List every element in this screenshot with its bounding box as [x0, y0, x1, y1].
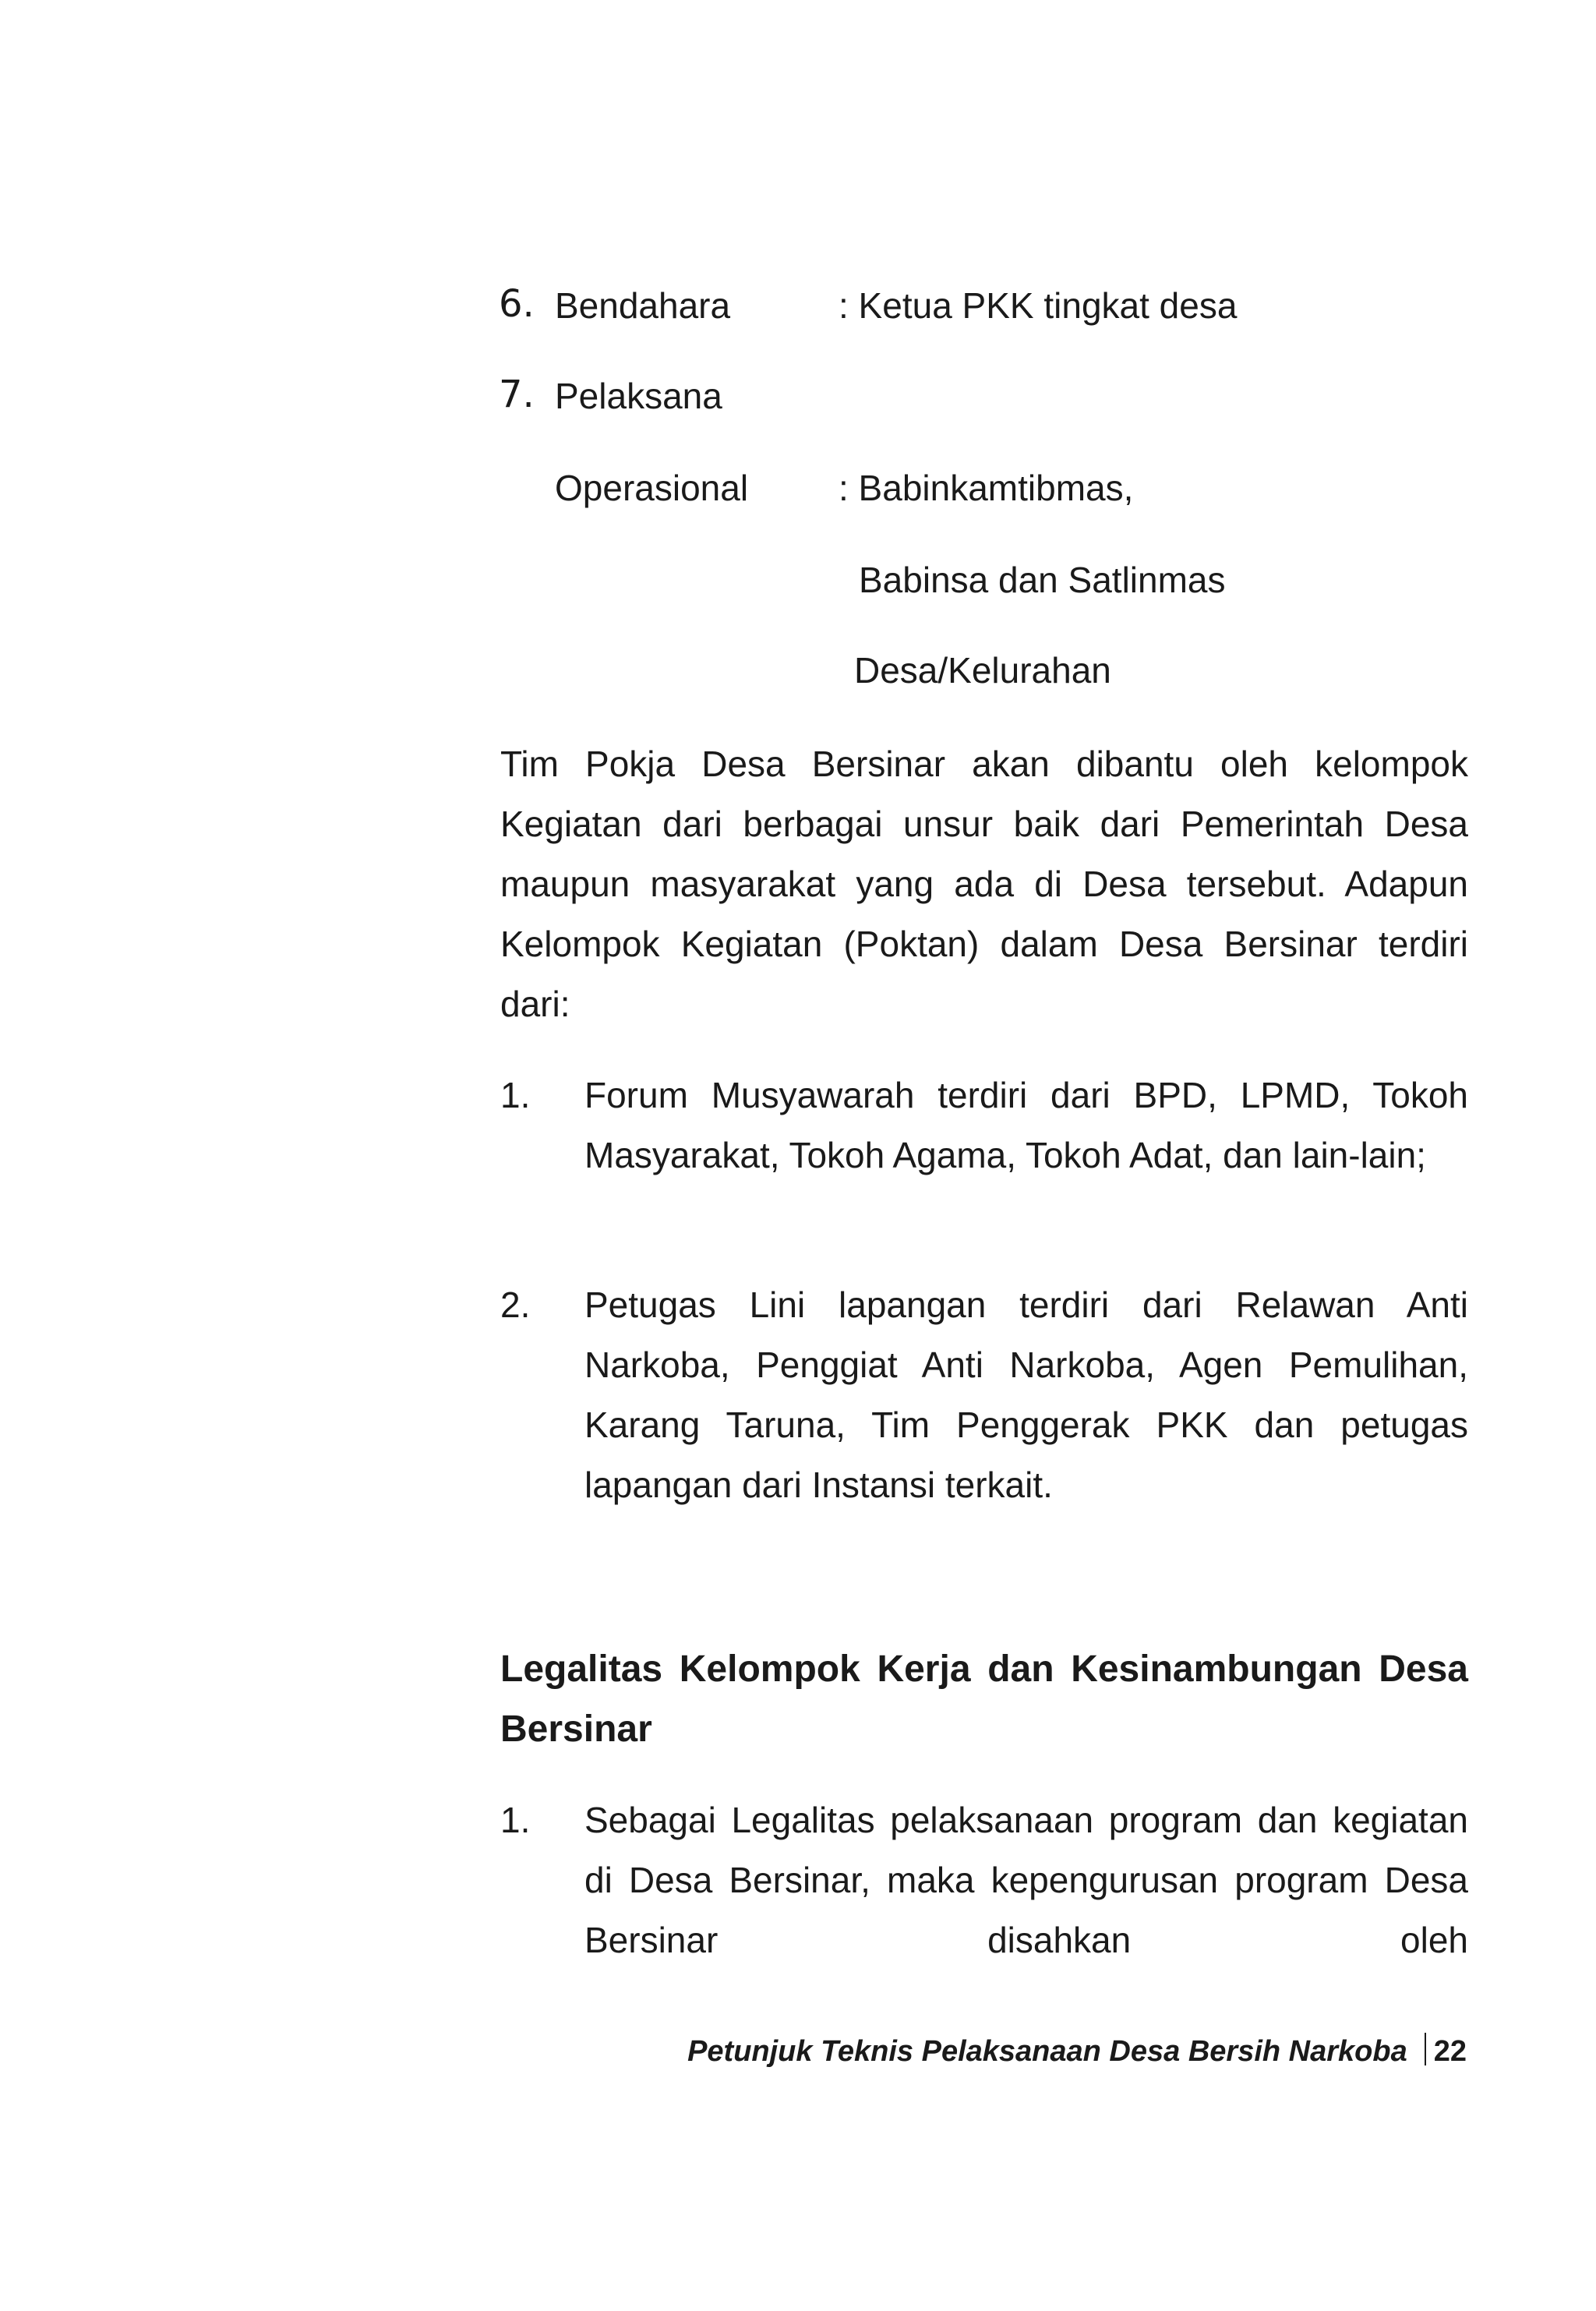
- list-item-text: Forum Musyawarah terdiri dari BPD, LPMD, Tokoh Masyarakat, Tokoh Agama, Tokoh Adat, dan lain-lain;: [584, 1075, 1468, 1175]
- intro-paragraph: Tim Pokja Desa Bersinar akan dibantu oleh kelompok Kegiatan dari berbagai unsur baik dari Pemerintah Desa maupun masyarakat yang ada di Desa tersebut. Adapun Kelompok Kegiatan (Poktan) dalam Desa Bersinar terdiri dari:: [500, 744, 1468, 1024]
- role-value-line: Desa/Kelurahan: [854, 650, 1111, 691]
- page-footer: [687, 2033, 1467, 2070]
- role-value-line: : Babinkamtibmas,: [839, 468, 1134, 508]
- role-value-bendahara: : Ketua PKK tingkat desa: [839, 285, 1238, 326]
- role-value-line: Babinsa dan Satlinmas: [859, 560, 1226, 600]
- footer-title: Petunjuk Teknis Pelaksanaan Desa Bersih Narkoba: [687, 2035, 1407, 2068]
- list-item-number: 1.: [500, 1075, 531, 1115]
- role-label-bendahara: Bendahara: [555, 285, 731, 326]
- role-label-operasional: Operasional: [555, 468, 749, 508]
- page-number: 22: [1433, 2035, 1467, 2068]
- list-item-text: Sebagai Legalitas pelaksanaan program dan kegiatan di Desa Bersinar, maka kepengurusan program Desa Bersinar disahkan oleh: [584, 1800, 1468, 1960]
- list-item-number: 1.: [500, 1800, 531, 1840]
- role-number: 6.: [499, 282, 535, 326]
- role-number: 7.: [499, 373, 535, 416]
- role-label-pelaksana: Pelaksana: [555, 376, 722, 416]
- section-heading: Legalitas Kelompok Kerja dan Kesinambungan Desa Bersinar: [500, 1648, 1468, 1750]
- list-item-number: 2.: [500, 1284, 531, 1325]
- list-item-text: Petugas Lini lapangan terdiri dari Relawan Anti Narkoba, Penggiat Anti Narkoba, Agen Pemulihan, Karang Taruna, Tim Penggerak PKK dan petugas lapangan dari Instansi terkait.: [584, 1284, 1468, 1505]
- footer-divider: [1425, 2033, 1426, 2065]
